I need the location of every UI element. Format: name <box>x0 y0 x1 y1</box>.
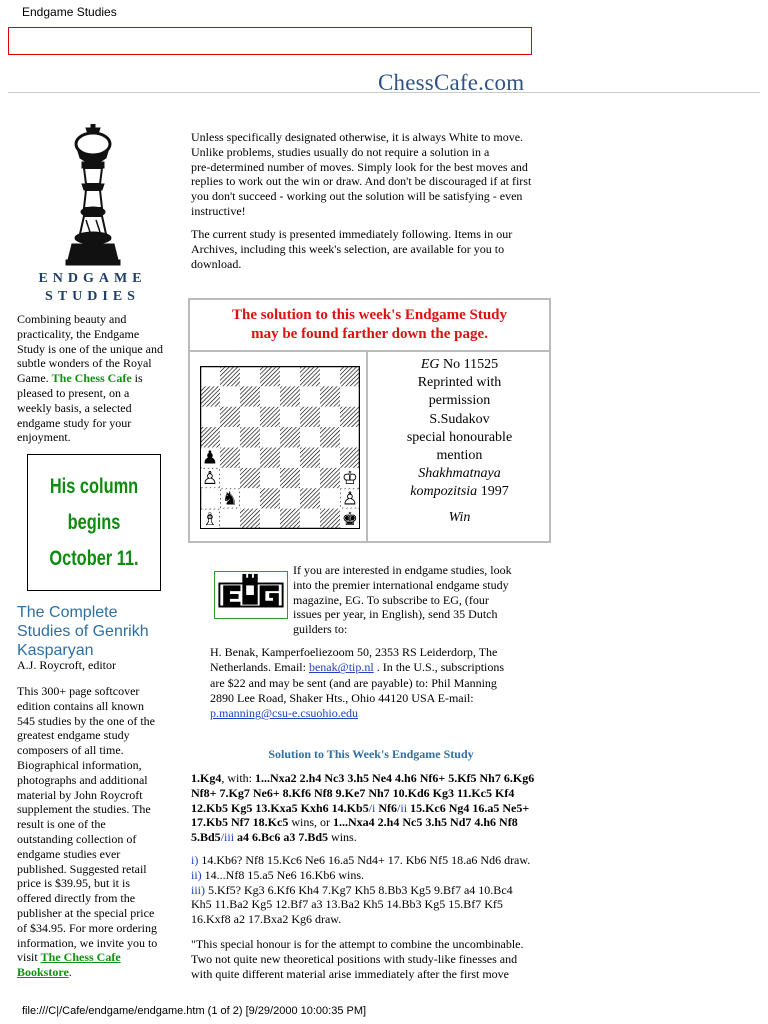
eg-magazine-logo[interactable] <box>214 571 288 619</box>
king-statue-icon <box>62 124 124 266</box>
board-square <box>260 488 280 508</box>
board-square <box>320 509 340 529</box>
intro-text: Combining beauty and practicality, the Endgame Study is one of the unique and subtle wonders of the Royal Game. <box>17 312 163 386</box>
solution-notes <box>191 853 551 927</box>
source-year: 1997 <box>477 484 509 500</box>
board-square <box>340 427 360 447</box>
source-line2 <box>370 483 549 501</box>
bookstore-link-line2[interactable]: Bookstore <box>17 965 69 980</box>
book-title: The Complete Studies of Genrikh Kasparyan <box>17 604 149 659</box>
reprinted: Reprinted with <box>417 375 502 391</box>
note-i-text: 14.Kb6? Nf8 15.Kc6 Ne6 16.a5 Nd4+ 17. Kb6 Nf5 18.a6 Nd6 draw. <box>201 853 531 867</box>
board-square <box>340 407 360 427</box>
board-square <box>320 488 340 508</box>
subscribe-paragraph: If you are interested in endgame studies, look into the premier international endgame study magazine, EG. To subscribe to EG, (four issues per year, in English), send 35 Dutch guilders to: <box>293 563 512 637</box>
eg-number <box>370 356 549 374</box>
intro-paragraph: Unless specifically designated otherwise, it is always White to move. Unlike problems, studies usually do not require a solution in a pre-determined number of moves. Simply look for the best moves and replies to work out the win or draw. And don't be discouraged if at first you don't succeed - working out the solution will be satisfying - even instructive! <box>191 130 532 218</box>
sol-variation-2b: a4 6.Bc6 a3 7.Bd5 <box>234 830 329 845</box>
award-line2: mention <box>436 448 483 464</box>
intro-text-end: is pleased to present, on a weekly basis, a selected endgame study for your enjoyment. <box>17 371 143 445</box>
book-description <box>17 684 173 980</box>
board-square <box>220 386 240 406</box>
board-square <box>320 407 340 427</box>
print-footer: file:///C|/Cafe/endgame/endgame.htm (1 of 2) [9/29/2000 10:00:35 PM] <box>22 1005 367 1017</box>
chess-piece: ♙ <box>341 488 359 510</box>
note-ii-text: 14...Nf8 15.a5 Ne6 16.Kb6 wins. <box>204 867 364 882</box>
book-editor: A.J. Roycroft, editor <box>17 658 116 672</box>
bookstore-link-line1[interactable]: The Chess Cafe <box>40 950 121 965</box>
board-square <box>260 366 280 386</box>
eg-num: No 11525 <box>439 357 499 372</box>
column-line-3: October 11. <box>49 547 139 570</box>
board-square <box>260 427 280 447</box>
result-label: Win <box>448 509 471 525</box>
permission: permission <box>428 393 491 409</box>
manning-email-link[interactable]: p.manning@csu-e.csuohio.edu <box>210 706 359 721</box>
column-line-1: His column <box>49 475 139 498</box>
column-announcement <box>27 454 161 591</box>
benak-email-link[interactable]: benak@tip.nl <box>308 660 374 675</box>
sol-with: , with: <box>221 771 256 785</box>
address-text: H. Benak, Kamperfoeliezoom 50, 2353 RS Leiderdorp, The Netherlands. Email: <box>210 645 498 675</box>
board-square <box>320 448 340 468</box>
source-name2: kompozitsia <box>410 484 478 500</box>
board-square <box>260 509 280 529</box>
chess-piece: ♔ <box>341 468 359 490</box>
board-square <box>260 386 280 406</box>
solution-heading: Solution to This Week's Endgame Study <box>268 747 474 761</box>
study-caption <box>370 356 549 527</box>
board-square <box>240 366 260 386</box>
board-square <box>220 468 240 488</box>
sol-variation-1b: Nf6 <box>375 800 398 815</box>
chessboard <box>200 366 360 529</box>
board-square <box>240 488 260 508</box>
book-desc-text: This 300+ page softcover edition contains all known 545 studies by the one of the greatest endgame study composers of all time. Biographical information, photographs and additional material by John Roycroft supplement the studies. The result is one of the outstanding collection of endgame studies ever published. Suggested retail price is $39.95, but it is offered directly from the publisher at the special price of $34.95. For more ordering information, we invite you to visit <box>17 684 158 965</box>
board-square <box>320 386 340 406</box>
board-square <box>300 366 320 386</box>
note-ii-label: ii) <box>191 867 202 882</box>
sol-key-move: 1.Kg4 <box>191 771 222 785</box>
board-square <box>200 366 220 386</box>
board-square <box>200 386 220 406</box>
board-square <box>240 448 260 468</box>
board-square <box>280 407 300 427</box>
chesscafe-logo[interactable]: ChessCafe.com <box>378 70 525 95</box>
board-square <box>320 427 340 447</box>
note-ii-ref[interactable]: /ii <box>397 800 408 815</box>
eg-label: EG <box>420 357 440 372</box>
source-line1 <box>370 465 549 483</box>
solution-notice: The solution to this week's Endgame Study may be found farther down the page. <box>190 300 549 352</box>
board-square <box>240 386 260 406</box>
board-square <box>300 386 320 406</box>
board-square <box>200 407 220 427</box>
board-square <box>280 509 300 529</box>
board-square <box>260 468 280 488</box>
note-i-ref[interactable]: /i <box>368 800 376 815</box>
sidebar-title-studies: STUDIES <box>45 289 140 304</box>
board-square <box>240 407 260 427</box>
solution-main-line <box>191 771 551 845</box>
board-square <box>220 509 240 529</box>
board-square <box>280 386 300 406</box>
source-name: Shakhmatnaya <box>418 466 501 482</box>
sol-wins: wins. <box>328 830 357 845</box>
board-square <box>320 468 340 488</box>
board-square <box>300 427 320 447</box>
sol-variation-1a: 1...Nxa2 2.h4 Nc3 3.h5 Ne4 4.h6 Nf6+ 5.Kf5 Nh7 6.Kg6 Nf8+ 7.Kg7 Ne6+ 8.Kf6 Nf8 9.Ke7 Nh7 10.Kd6 Kg3 11.Kc5 Kf4 12.Kb5 Kg5 13.Kxa5 Kxh6 14.Kb5 <box>191 771 535 815</box>
sol-wins-or: wins, or <box>288 815 334 830</box>
banner-frame[interactable] <box>8 27 532 55</box>
chess-piece: ♚ <box>341 508 359 529</box>
note-i-label: i) <box>191 853 199 867</box>
board-square <box>300 468 320 488</box>
board-square <box>220 366 240 386</box>
board-square <box>220 407 240 427</box>
board-square <box>300 448 320 468</box>
current-study-paragraph: The current study is presented immediately following. Items in our Archives, including this week's selection, are available for you to download. <box>191 227 513 271</box>
board-square <box>280 468 300 488</box>
sol-variation-2a: 1...Nxa4 2.h4 Nc5 3.h5 Nd7 4.h6 Nf8 5.Bd5 <box>191 815 518 845</box>
address-paragraph <box>210 645 550 721</box>
note-iii-label: iii) <box>191 882 205 897</box>
board-square <box>280 448 300 468</box>
sidebar-title-endgame: ENDGAME <box>38 271 147 286</box>
board-square <box>320 366 340 386</box>
composer: S.Sudakov <box>429 411 490 427</box>
board-square <box>300 407 320 427</box>
board-square <box>220 448 240 468</box>
chess-piece: ♟ <box>201 447 219 469</box>
window-title: Endgame Studies <box>22 5 117 19</box>
board-square <box>240 427 260 447</box>
study-result <box>370 509 549 527</box>
note-iii-text: 5.Kf5? Kg3 6.Kf6 Kh4 7.Kg7 Kh5 8.Bb3 Kg5 9.Bf7 a4 10.Bc4 Kh5 11.Ba2 Kg5 12.Bf7 a3 13.Ba2 Kh5 14.Bb3 Kg5 15.Bf7 Kf5 16.Kxf8 a2 17.Bxa2 Kg6 draw. <box>191 882 513 927</box>
column-line-2: begins <box>67 511 121 534</box>
board-square <box>280 427 300 447</box>
board-square <box>200 488 220 508</box>
board-square <box>240 509 260 529</box>
chess-piece: ♙ <box>201 468 219 490</box>
board-square <box>280 488 300 508</box>
sol-variation-1c: 15.Kc6 Ng4 16.a5 Ne5+ 17.Kb5 Nf7 18.Kc5 <box>191 800 530 830</box>
chess-piece: ♗ <box>201 508 219 529</box>
board-square <box>300 509 320 529</box>
award-quote: "This special honour is for the attempt to combine the uncombinable. Two not quite new theoretical positions with study-like finesses and with quite different material arise immediately after the first move <box>191 937 524 981</box>
note-iii-ref[interactable]: /iii <box>220 830 235 845</box>
board-square <box>340 366 360 386</box>
address-text-mid: . In the U.S., subscriptions are $22 and may be sent (and are payable) to: Phil Manning 2890 Lee Road, Shaker Hts., Ohio 44120 USA E-mail: <box>210 660 505 705</box>
board-square <box>260 407 280 427</box>
book-desc-end: . <box>68 965 72 980</box>
board-square <box>340 448 360 468</box>
board-square <box>300 488 320 508</box>
sidebar-intro <box>17 312 173 445</box>
chess-cafe-link[interactable]: The Chess Cafe <box>51 371 132 386</box>
board-square <box>260 448 280 468</box>
award-line1: special honourable <box>406 429 513 445</box>
board-square <box>280 366 300 386</box>
board-square <box>200 427 220 447</box>
board-square <box>340 386 360 406</box>
board-square <box>220 427 240 447</box>
chess-piece: ♞ <box>221 488 239 510</box>
board-square <box>240 468 260 488</box>
